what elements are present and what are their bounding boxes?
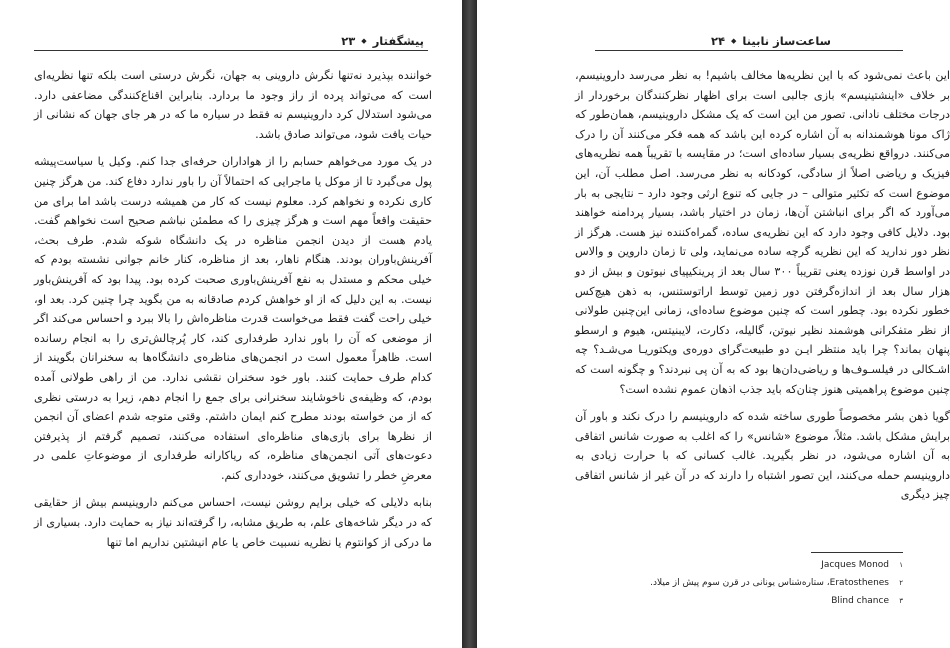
paragraph: در یک مورد می‌خواهم حسابم را از هواداران حرفه‌ای جدا کنم. وکیل یا سیاست‌پیشه پول می‌گیرد تا از موکل یا ماجرایی که احتمالاً آن را باور ندارد دفاع کند. من هرگز چنین کاری نکرده و نخواهم کرد. معلوم نیست که کار من همیشه درست باشد اما برای من حقیقت واقعاً مهم است و هرگز چیزی را که مطمئن نباشم صحیح است نخواهم گفت. یادم هست از دیدن انجمن مناظره در یک دانشگاه شوکه شدم. طرف بحث، آفرینش‌باوران بودند. هنگام ناهار، بعد از مناظره، کنار خانم جوانی نشسته بودم که خیلی محکم و مستدل به نفع آفرینش‌باوری صحبت کرده بود. پیدا بود که آفرینش‌باور نیست. به این دلیل که از او خواهش کردم صادقانه به من بگوید چرا چنین کرد. بعد او، خیلی راحت گفت فقط می‌خواست قدرت مناظره‌اش را بالا ببرد و احساس می‌کند اگر از موضعی که آن را باور ندارد طرفداری کند، کار پُرچالش‌تری را به انجام رسانده است. ظاهراً معمول است در انجمن‌های مناظره‌ی دانشگاه‌ها به سخنرانان بگویند از کدام طرف حمایت کنند. باور خود سخنران نقشی ندارد. من از راهی طولانی آمده بودم، که وظیفه‌ی ناخوشایند سخنرانی برای جمع را انجام دهم، زیرا به درستی نظری که از من خواسته بودند مطرح کنم ایمان داشتم. وقتی متوجه شدم اعضای آن انجمن از نظرها برای بازی‌های مناظره‌ای استفاده می‌کنند، تصمیم گرفتم از پذیرفتن دعوت‌های آتی انجمن‌های مناظره، که ریاکارانه طرفداری از موضوعاتِ علمی در معرضِ خطر را تشویق می‌کنند، خودداری کنم. [34, 155, 432, 482]
footnote-text: Eratosthenes، ستاره‌شناس یونانی در قرن سوم پیش از میلاد. [650, 578, 889, 588]
paragraph: گویا ذهن بشر مخصوصاً طوری ساخته شده که داروینیسم را درک نکند و باور آن برایش مشکل باشد. مثلاً، موضوع «شانس» را که اغلب به صورت شانس اتفاقی به آن اشاره می‌شود، در نظر بگیرید. غالب کسانی که با حرارت زیادی به داروینیسم حمله می‌کنند، این تصور اشتباه را دارند که در آن غیر از شانس اتفاقی چیز دیگری [575, 410, 950, 502]
footnote-rule [811, 552, 903, 553]
footnotes [543, 556, 903, 610]
right-running-header [711, 32, 831, 50]
footnote [543, 574, 903, 592]
paragraph: این باعث نمی‌شود که با این نظریه‌ها مخالف باشیم! به نظر می‌رسد داروینیسم، بر خلاف «اینشتینیسم» بازی جالبی است برای اظهار نظرکنندگان برخوردار از درجات مختلف نادانی. تصور من این است که یک مشکل داروینیسم، همان‌طور که ژاک مونا هوشمندانه به آن اشاره کرده این باشد که همه فکر می‌کنند آن را درک می‌کنند. درواقع نظریه‌ی بسیار ساده‌ای است؛ در مقایسه با تقریباً همه نظریه‌های فیزیک و ریاضی اصلاً از سادگی، کودکانه به نظر می‌رسد. اصل مطلب آن، این موضوع است که تکثیر متوالی – در جایی که تنوع ارثی وجود دارد – نتایجی به بار می‌آورد که اگر برای انباشتن آن‌ها، زمان در اختیار باشد، بسیار پردامنه خواهند بود. دلایل کافی وجود دارد که این نظریه‌ی ساده، گمراه‌کننده نیز هست. هرگز از نظر دور ندارید که این نظریه گرچه ساده می‌نماید، ولی تا زمان داروین و والاس در اواسط قرن نوزده یعنی تقریباً ۳۰۰ سال بعد از پرینکیپیای نیوتون و بیش از دو هزار سال بعد از اندازه‌گرفتن دور زمین توسط اراتوستنس، به ذهن هیچ‌کس خطور نکرده بود. چطور است که چنین موضوع ساده‌ای، زمانی این‌چنین طولانی از نظر متفکرانی هوشمند نظیر نیوتن، گالیله، دکارت، لایبنیتس، هیوم و ارسطو پنهان بماند؟ چرا باید منتظر ایـن دو طبیعت‌گرای دوره‌ی ویکتوریـا می‌شـد؟ چه اشـکالی در فیلسـوف‌ها و ریاضی‌دان‌ها بود که به آن پی نبردند؟ و چگونه است که چنین موضوع پراهمیتی هنوز چنان‌که باید جذب اذهان عموم نشده است؟ [575, 69, 950, 396]
right-header-rule [595, 50, 903, 51]
footnote-number: ۳ [899, 597, 903, 605]
book-gutter [462, 0, 477, 648]
left-header-title: پیشگفتار [372, 34, 424, 48]
paragraph: خواننده بپذیرد نه‌تنها نگرش داروینی به جهان، نگرش درستی است بلکه تنها نظریه‌ای است که می‌تواند پرده از راز وجود ما بردارد. بنابراین اقناع‌کنندگی مضاعفی دارد. می‌شود استدلال کرد داروینیسم نه فقط در سیاره‌ ما که در هر جای جهان که نشانی از حیات یافت شود، می‌تواند صادق باشد. [34, 69, 432, 141]
right-body-text [575, 66, 950, 513]
diamond-separator-icon: ◆ [731, 37, 737, 45]
left-running-header [341, 32, 424, 50]
footnote-text: Blind chance [831, 596, 889, 606]
footnote [543, 592, 903, 610]
diamond-separator-icon: ◆ [361, 37, 367, 45]
left-page-number: ۲۳ [341, 34, 356, 48]
paragraph: بنابه دلایلی که خیلی برایم روشن نیست، احساس می‌کنم داروینیسم بیش از حقایقی که در دیگر شاخه‌های علم، به طریق مشابه، را گرفته‌اند نیاز به حمایت دارد. بسیاری از ما درکی از کوانتوم یا نظریه نسبیت خاص یا عام انیشتین نداریم اما تنها [34, 496, 432, 549]
left-body-text [34, 66, 432, 560]
right-page-number: ۲۴ [710, 34, 726, 48]
right-page [477, 0, 950, 648]
footnote-number: ۲ [899, 579, 903, 587]
left-header-rule [34, 50, 428, 51]
left-page [0, 0, 462, 648]
footnote-text: Jacques Monod [821, 560, 889, 570]
footnote-number: ۱ [899, 561, 903, 569]
right-header-title: ساعت‌ساز نابینا [742, 34, 831, 48]
footnote [543, 556, 903, 574]
